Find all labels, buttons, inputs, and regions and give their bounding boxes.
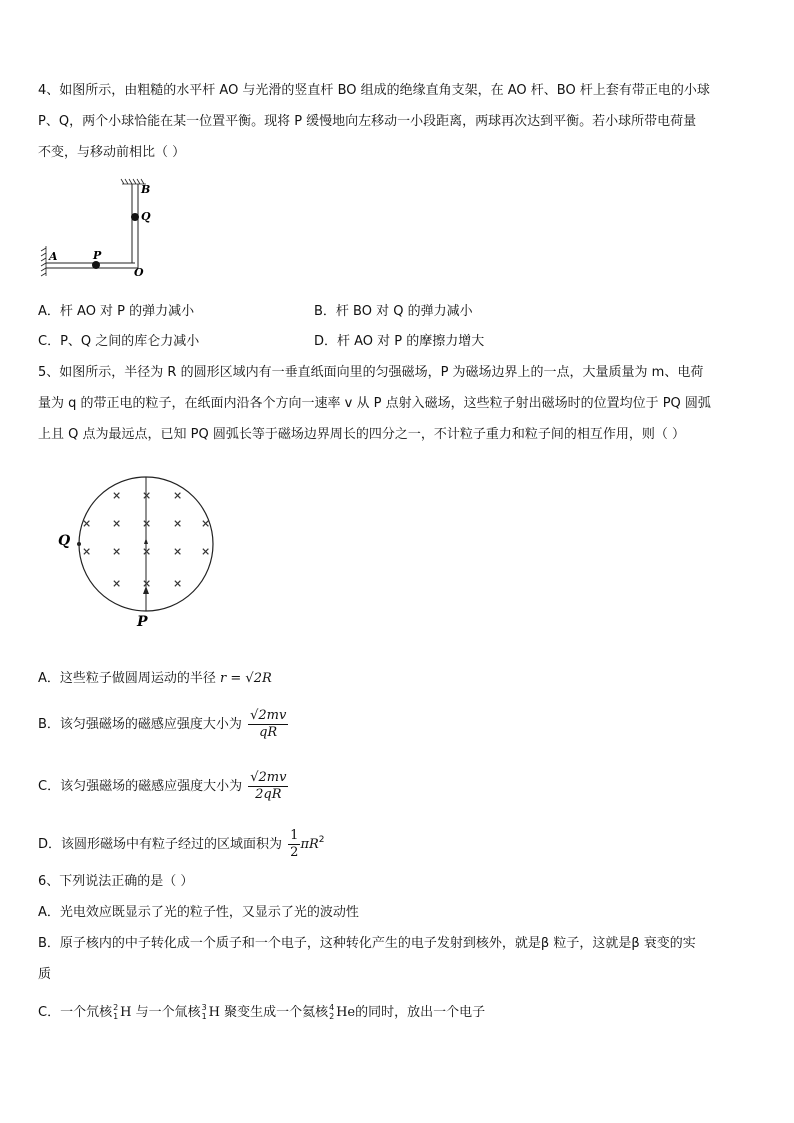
wall-hatch xyxy=(41,246,46,276)
q4-option-c: C．P、Q 之间的库仑力减小 xyxy=(38,334,200,349)
q5-option-b-text: B．该匀强磁场的磁感应强度大小为 xyxy=(38,717,242,732)
svg-text:×: × xyxy=(112,545,122,558)
q5-stem-line-1: 5、如图所示，半径为 R 的圆形区域内有一垂直纸面向里的匀强磁场，P 为磁场边界上的一点，大量质量为 m、电荷 xyxy=(38,365,704,380)
rods xyxy=(46,184,138,268)
q5-option-b-fraction xyxy=(248,708,288,741)
q5-option-c-fraction xyxy=(248,770,288,803)
label-o: O xyxy=(134,266,144,279)
q5-option-c xyxy=(38,770,288,803)
isotope-helium-numbers: 4 2 xyxy=(329,1003,335,1021)
q4-figure xyxy=(38,176,158,280)
svg-text:×: × xyxy=(112,577,122,590)
q6-option-c-part-4: 的同时，放出一个电子 xyxy=(355,1005,486,1020)
ball-q xyxy=(131,213,139,221)
ball-p xyxy=(92,261,100,269)
q4-stem-line-1: 4、如图所示，由粗糙的水平杆 AO 与光滑的竖直杆 BO 组成的绝缘直角支架，在 AO 杆、BO 杆上套有带正电的小球 xyxy=(38,83,710,98)
fraction-denominator: 2 xyxy=(290,845,299,860)
dot-q xyxy=(77,542,81,546)
svg-text:×: × xyxy=(142,545,152,558)
svg-text:×: × xyxy=(173,517,183,530)
label-b: B xyxy=(141,183,151,196)
q5-option-c-text: C．该匀强磁场的磁感应强度大小为 xyxy=(38,779,243,794)
label-q: Q xyxy=(58,533,71,549)
q4-stem-line-3: 不变，与移动前相比（ ） xyxy=(38,145,186,160)
label-p: P xyxy=(93,249,102,262)
q5-option-d-exponent: 2 xyxy=(318,835,325,845)
q4-stem-line-2: P、Q，两个小球恰能在某一位置平衡。现将 P 缓慢地向左移动一小段距离，两球再次达到平衡。若小球所带电荷量 xyxy=(38,114,697,129)
q5-option-a-text: A．这些粒子做圆周运动的半径 xyxy=(38,671,216,686)
svg-text:×: × xyxy=(142,489,152,502)
q6-stem: 6、下列说法正确的是（ ） xyxy=(38,874,194,889)
svg-text:×: × xyxy=(82,545,92,558)
q5-stem-line-2: 量为 q 的带正电的粒子，在纸面内沿各个方向一速率 v 从 P 点射入磁场，这些粒子射出磁场时的位置均位于 PQ 圆弧 xyxy=(38,396,711,411)
q6-option-a: A．光电效应既显示了光的粒子性，又显示了光的波动性 xyxy=(38,905,359,920)
q6-option-b-line-1: B．原子核内的中子转化成一个质子和一个电子，这种转化产生的电子发射到核外，就是β 粒子，这就是β 衰变的实 xyxy=(38,936,696,951)
svg-text:×: × xyxy=(201,545,211,558)
svg-text:×: × xyxy=(142,577,152,590)
q5-option-d-fraction xyxy=(288,828,300,861)
svg-text:×: × xyxy=(112,489,122,502)
isotope-tritium-numbers: 3 1 xyxy=(201,1003,207,1021)
label-a: A xyxy=(49,250,58,263)
svg-text:×: × xyxy=(173,577,183,590)
q5-stem-line-3: 上且 Q 点为最远点，已知 PQ 圆弧长等于磁场边界周长的四分之一，不计粒子重力和粒子间的相互作用，则（ ） xyxy=(38,427,685,442)
arrow-mid xyxy=(144,538,148,544)
isotope-helium-symbol: He xyxy=(336,1005,356,1020)
q5-option-d-text: D．该圆形磁场中有粒子经过的区域面积为 xyxy=(38,837,283,852)
q5-option-b xyxy=(38,708,288,741)
svg-text:×: × xyxy=(173,489,183,502)
q5-option-a-formula: r = √2R xyxy=(220,671,272,686)
q5-figure xyxy=(50,476,220,632)
q5-option-a xyxy=(38,670,272,688)
svg-text:×: × xyxy=(173,545,183,558)
label-p: P xyxy=(137,614,148,630)
isotope-tritium-symbol: H xyxy=(208,1005,220,1020)
isotope-deuterium-symbol: H xyxy=(120,1005,132,1020)
fraction-numerator: √2mv xyxy=(250,708,287,723)
label-q: Q xyxy=(141,210,151,223)
q4-option-a: A．杆 AO 对 P 的弹力减小 xyxy=(38,304,195,319)
fraction-numerator: √2mv xyxy=(250,770,287,785)
q6-option-c-part-1: C．一个氘核 xyxy=(38,1005,113,1020)
svg-text:×: × xyxy=(201,517,211,530)
fraction-denominator: 2qR xyxy=(255,787,282,802)
q6-option-c-part-3: 聚变生成一个氦核 xyxy=(224,1005,329,1020)
svg-text:×: × xyxy=(112,517,122,530)
svg-text:×: × xyxy=(142,517,152,530)
q4-option-d: D．杆 AO 对 P 的摩擦力增大 xyxy=(314,334,485,349)
svg-text:×: × xyxy=(82,517,92,530)
q5-option-d-tail: πR xyxy=(300,837,319,852)
q4-option-b: B．杆 BO 对 Q 的弹力减小 xyxy=(314,304,473,319)
isotope-deuterium-numbers: 2 1 xyxy=(113,1003,119,1021)
fraction-denominator: qR xyxy=(259,725,278,740)
q6-option-b-line-2: 质 xyxy=(38,967,52,982)
q6-option-c-part-2: 与一个氚核 xyxy=(135,1005,201,1020)
q6-option-c xyxy=(38,1004,485,1022)
q5-option-d xyxy=(38,828,325,861)
fraction-numerator: 1 xyxy=(290,828,299,843)
